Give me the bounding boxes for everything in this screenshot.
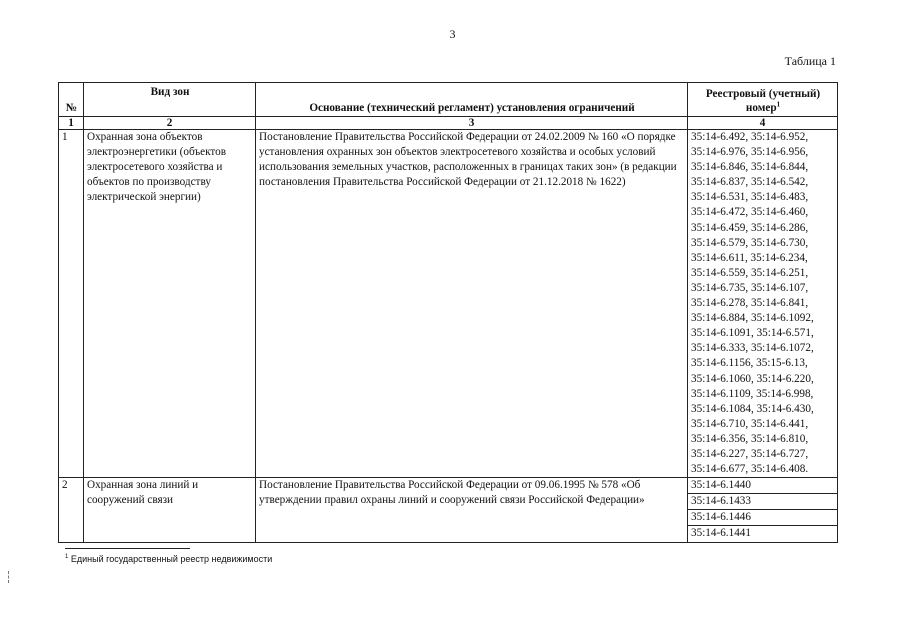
registry-number: 35:14-6.611, 35:14-6.234, [691,251,808,264]
zones-table [58,82,838,543]
table-row [59,130,838,478]
zone-type-cell: Охранная зона линий и сооружений связи [84,478,256,542]
registry-number: 35:14-6.333, 35:14-6.1072, [691,342,814,355]
registry-number: 35:14-6.531, 35:14-6.483, [691,191,809,204]
registry-number: 35:14-6.579, 35:14-6.730, [691,236,809,249]
registry-number: 35:14-6.356, 35:14-6.810, [691,432,809,445]
registry-number: 35:14-6.1446 [688,510,837,526]
header-registry-number: Реестровый (учетный) номер$^1$ [688,83,838,117]
registry-number: 35:14-6.1156, 35:15-6.13, [691,357,808,370]
registry-number: 35:14-6.227, 35:14-6.727, [691,447,809,460]
registry-number: 35:14-6.1440 [688,478,837,494]
footnote [65,554,272,564]
registry-number: 35:14-6.735, 35:14-6.107, [691,281,809,294]
column-number: 3 [256,117,688,130]
row-number: 1 [59,130,84,478]
basis-cell: Постановление Правительства Российской Федерации от 24.02.2009 № 160 «О порядке установления охранных зон объектов электросетевого хозяйства и особых условий использования земельных участков, расположенных в границах таких зон» (в редакции постановления Правительства Российской Федерации от 21.12.2018 № 1622) [256,130,688,478]
column-number-row [59,117,838,130]
footnote-ref: 1 [776,99,781,108]
header-zone-type: Вид зон [84,83,256,117]
table-body [59,130,838,543]
registry-number: 35:14-6.278, 35:14-6.841, [691,297,809,310]
zone-type-cell: Охранная зона объектов электроэнергетики (объектов электросетевого хозяйства и объектов по производству электрической энергии) [84,130,256,478]
table-caption: Таблица 1 [784,54,836,68]
page-number: 3 [449,27,456,41]
registry-number: 35:14-6.472, 35:14-6.460, [691,206,809,219]
footnote-marker: 1 [65,554,69,560]
registry-number: 35:14-6.459, 35:14-6.286, [691,221,809,234]
registry-number: 35:14-6.837, 35:14-6.542, [691,176,809,189]
registry-number: 35:14-6.846, 35:14-6.844, [691,161,809,174]
footnote-divider [65,548,190,549]
basis-cell: Постановление Правительства Российской Федерации от 09.06.1995 № 578 «Об утверждении правил охраны линий и сооружений связи Российской Федерации» [256,478,688,542]
registry-number: 35:14-6.677, 35:14-6.408. [691,463,809,476]
registry-number: 35:14-6.1433 [688,494,837,510]
registry-number: 35:14-6.492, 35:14-6.952, [691,131,809,143]
registry-number: 35:14-6.976, 35:14-6.956, [691,146,809,159]
header-number: № [59,83,84,117]
table-header-row [59,83,838,117]
row-number: 2 [59,478,84,542]
registry-number: 35:14-6.1091, 35:14-6.571, [691,327,814,340]
registry-number: 35:14-6.559, 35:14-6.251, [691,266,809,279]
registry-number: 35:14-6.884, 35:14-6.1092, [691,312,814,325]
registry-numbers-cell [688,478,838,542]
column-number: 1 [59,117,84,130]
registry-number: 35:14-6.1060, 35:14-6.220, [691,372,814,385]
scan-margin-mark [8,571,10,583]
registry-number: 35:14-6.1441 [691,527,751,540]
header-basis: Основание (технический регламент) установления ограничений [256,83,688,117]
registry-number: 35:14-6.710, 35:14-6.441, [691,417,809,430]
column-number: 4 [688,117,838,130]
column-number: 2 [84,117,256,130]
footnote-text: Единый государственный реестр недвижимости [70,554,273,564]
registry-number: 35:14-6.1109, 35:14-6.998, [691,387,814,400]
registry-numbers-cell [688,130,838,478]
table-row [59,478,838,542]
registry-number: 35:14-6.1084, 35:14-6.430, [691,402,814,415]
